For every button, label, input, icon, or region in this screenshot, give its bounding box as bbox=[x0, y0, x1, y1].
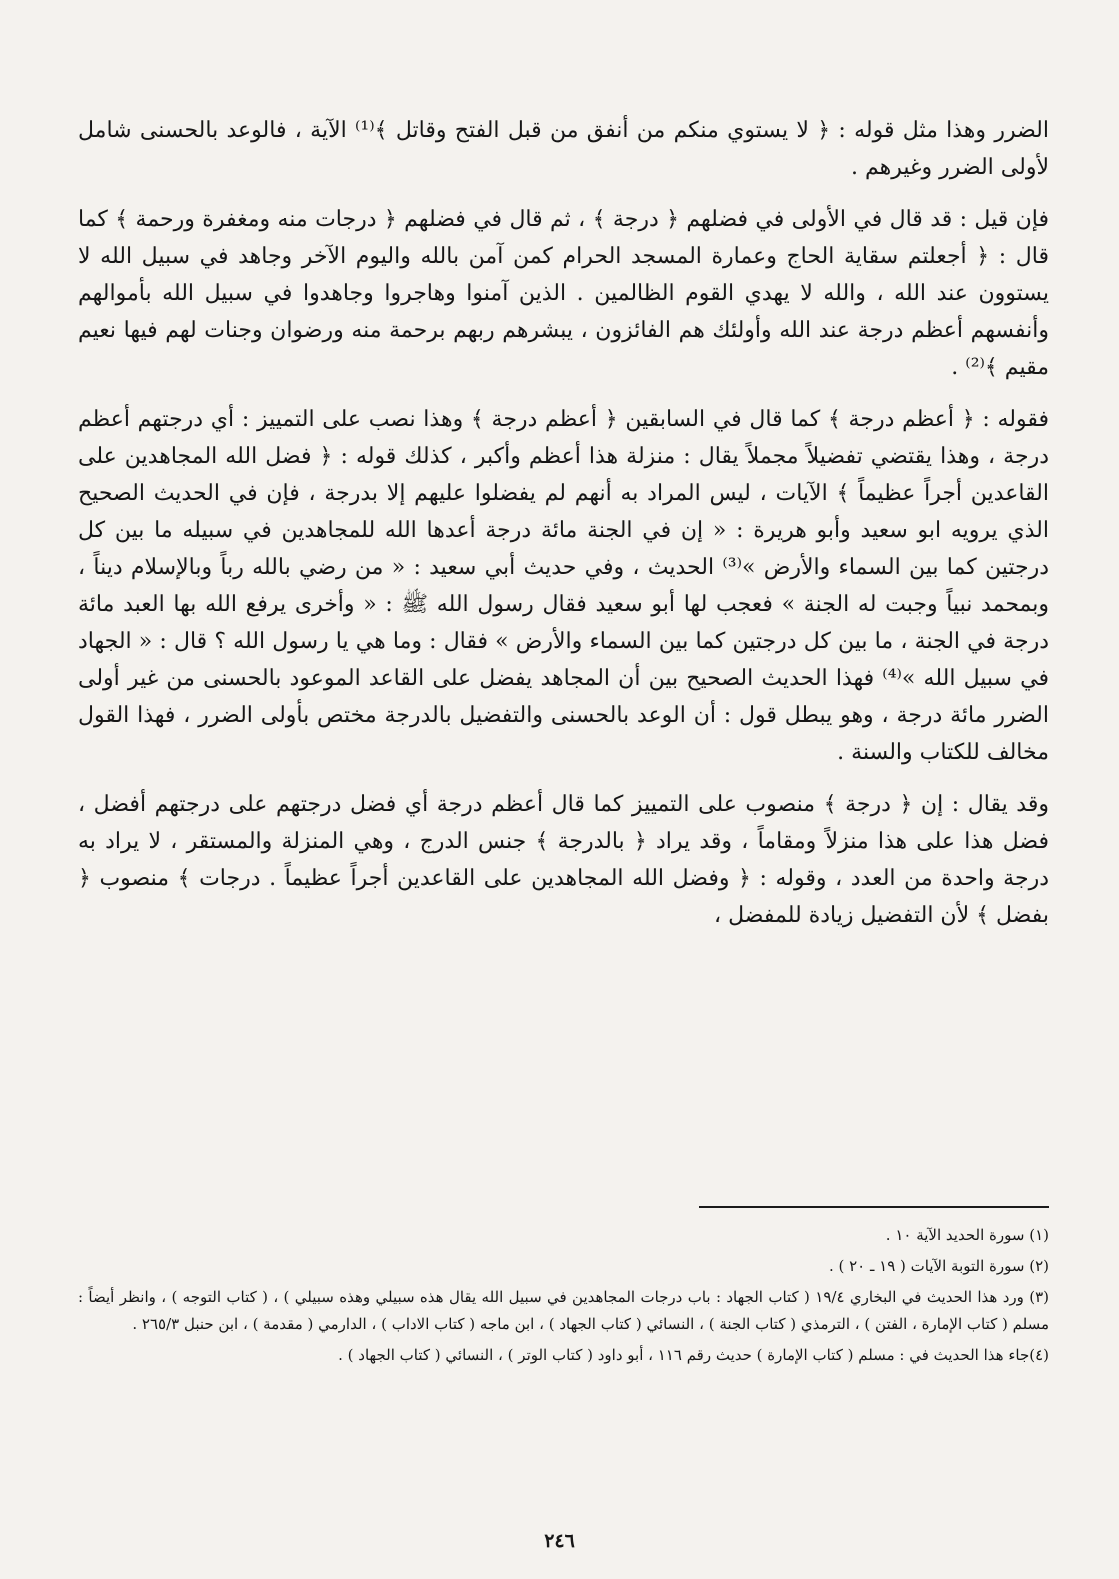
page-number: ٢٤٦ bbox=[544, 1530, 575, 1552]
paragraph-4: وقد يقال : إن ﴿ درجة ﴾ منصوب على التمييز كما قال أعظم درجة أي فضل درجتهم على درجتهم أفضل ، فضل هذا على هذا منزلاً ومقاماً ، وقد يراد ﴿ بالدرجة ﴾ جنس الدرج ، وهي المنزلة والمستقر ، لا يراد به درجة واحدة من العدد ، وقوله : ﴿ وفضل الله المجاهدين على القاعدين أجراً عظيماً . درجات ﴾ منصوب ﴿ بفضل ﴾ لأن التفضيل زيادة للمفضل ، bbox=[78, 792, 1049, 928]
footnotes bbox=[78, 1222, 1049, 1369]
footnote-2: (٢) سورة التوبة الآيات ( ١٩ ـ ٢٠ ) . bbox=[828, 1257, 1049, 1275]
footnote-4: (٤)جاء هذا الحديث في : مسلم ( كتاب الإمارة ) حديث رقم ١١٦ ، أبو داود ( كتاب الوتر ) ، النسائي ( كتاب الجهاد ) . bbox=[338, 1346, 1049, 1364]
footnote-1: (١) سورة الحديد الآية ١٠ . bbox=[885, 1226, 1049, 1244]
main-text bbox=[78, 112, 1049, 934]
paragraph-3: فقوله : ﴿ أعظم درجة ﴾ كما قال في السابقين ﴿ أعظم درجة ﴾ وهذا نصب على التمييز : أي درجتهم أعظم درجة ، وهذا يقتضي تفضيلاً مجملاً يقال : منزلة هذا أعظم وأكبر ، كذلك قوله : ﴿ فضل الله المجاهدين على القاعدين أجراً عظيماً ﴾ الآيات ، ليس المراد به أنهم لم يفضلوا عليهم إلا بدرجة ، فإن في الحديث الصحيح الذي يرويه ابو سعيد وأبو هريرة : « إن في الجنة مائة درجة أعدها الله للمجاهدين في سبيله ما بين كل درجتين كما بين السماء والأرض »⁽³⁾ الحديث ، وفي حديث أبي سعيد : « من رضي بالله رباً وبالإسلام ديناً ، وبمحمد نبياً وجبت له الجنة » فعجب لها أبو سعيد فقال رسول الله ﷺ : « وأخرى يرفع الله بها العبد مائة درجة في الجنة ، ما بين كل درجتين كما بين السماء والأرض » فقال : وما هي يا رسول الله ؟ قال : « الجهاد في سبيل الله »⁽⁴⁾ فهذا الحديث الصحيح بين أن المجاهد يفضل على القاعد الموعود بالحسنى من غير أولى الضرر مائة درجة ، وهو يبطل قول : أن الوعد بالحسنى والتفضيل بالدرجة مختص بأولى الضرر ، فهذا القول مخالف للكتاب والسنة . bbox=[78, 407, 1049, 765]
footnote-divider bbox=[699, 1206, 1049, 1208]
paragraph-2: فإن قيل : قد قال في الأولى في فضلهم ﴿ درجة ﴾ ، ثم قال في فضلهم ﴿ درجات منه ومغفرة ورحمة ﴾ كما قال : ﴿ أجعلتم سقاية الحاج وعمارة المسجد الحرام كمن آمن بالله واليوم الآخر وجاهد في سبيل الله لا يستوون عند الله ، والله لا يهدي القوم الظالمين . الذين آمنوا وهاجروا وجاهدوا في سبيل الله بأموالهم وأنفسهم أعظم درجة عند الله وأولئك هم الفائزون ، يبشرهم ربهم برحمة منه ورضوان وجنات لهم فيها نعيم مقيم ﴾⁽²⁾ . bbox=[78, 207, 1049, 380]
paragraph-1: الضرر وهذا مثل قوله : ﴿ لا يستوي منكم من أنفق من قبل الفتح وقاتل ﴾⁽¹⁾ الآية ، فالوعد بالحسنى شامل لأولى الضرر وغيرهم . bbox=[78, 118, 1049, 180]
footnote-3: (٣) ورد هذا الحديث في البخاري ١٩/٤ ( كتاب الجهاد : باب درجات المجاهدين في سبيل الله يقال هذه سبيلي وهذه سبيلي ) ، ( كتاب التوجه ) ، وانظر أيضاً : مسلم ( كتاب الإمارة ، الفتن ) ، الترمذي ( كتاب الجنة ) ، النسائي ( كتاب الجهاد ) ، ابن ماجه ( كتاب الاداب ) ، الدارمي ( مقدمة ) ، ابن حنبل ٢٦٥/٣ . bbox=[78, 1288, 1050, 1333]
